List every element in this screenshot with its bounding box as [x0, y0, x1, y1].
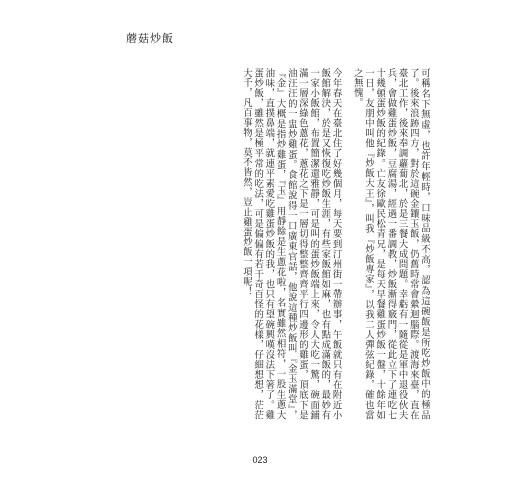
paragraph-1: 可稱名下無虛，也許年輕時，口味品級不高，認為這碗飯是所吃炒飯中的極品了。後來浪跡四方，對於這碗金鑲玉飯，仍舊時常會縈迴腦際。渡海來臺，直在臺北工作，後來奉調蘿蔔北，於是三餐大成問題。幸虧有一隨從是軍中退役伙夫兵，會做雞蛋炒飯，豆腐湯，經過一番調教，炒飯漸得竅門，從此立下了連吃七十幾頓蛋炒飯的紀錄。亡友徐歐民松青兄，是每天早餐雞蛋炒飯一盤，十餘年如一日，友朋中叫他『炒飯大王』，叫我『炒飯專家』，以我二人彈弦紀錄，確也當之無愧。 [351, 68, 430, 420]
running-title: 蘑菇炒飯 [126, 32, 174, 45]
paragraph-2: 今年春天在臺北住了好幾個月，每天要到汀州街一帶辦事，午飯就只有在附近小飯館解決，於是又恢復吃炒飯生涯，有些家飯館如麻，也有點成滿飯的，最妙有一家小飯館，布置簡潔還雅靜，可是叫的蛋炒飯端上來，令人大吃一驚，碗面鋪滿一層深綠色蔥花，蔥花之下是一層切得整整齊齊平行四邊形的雞蛋，頂底下是油汪汪的一盅炒雞蛋。食館說得一口廣東官話，他說這種炒飯叫『金玉滿堂』，『金』大概是指炒雞蛋，『玉』用靜餘是生蔥花啦，名實雖然相符，一股生蔥大油味，直撲鼻端，就連平素愛吃雞蛋炒飯的我，也只有望碗興嘆沒法下箸了。雞蛋炒飯，雖然是極平常的吃法，可是偏偏有若干奇百怪的花樣，仔細想想，茫茫大千，凡百事物，莫不皆然，豈止雞蛋炒飯一項呢！ [240, 68, 342, 420]
page-number: 023 [252, 455, 268, 465]
vertical-body-text [130, 68, 430, 420]
